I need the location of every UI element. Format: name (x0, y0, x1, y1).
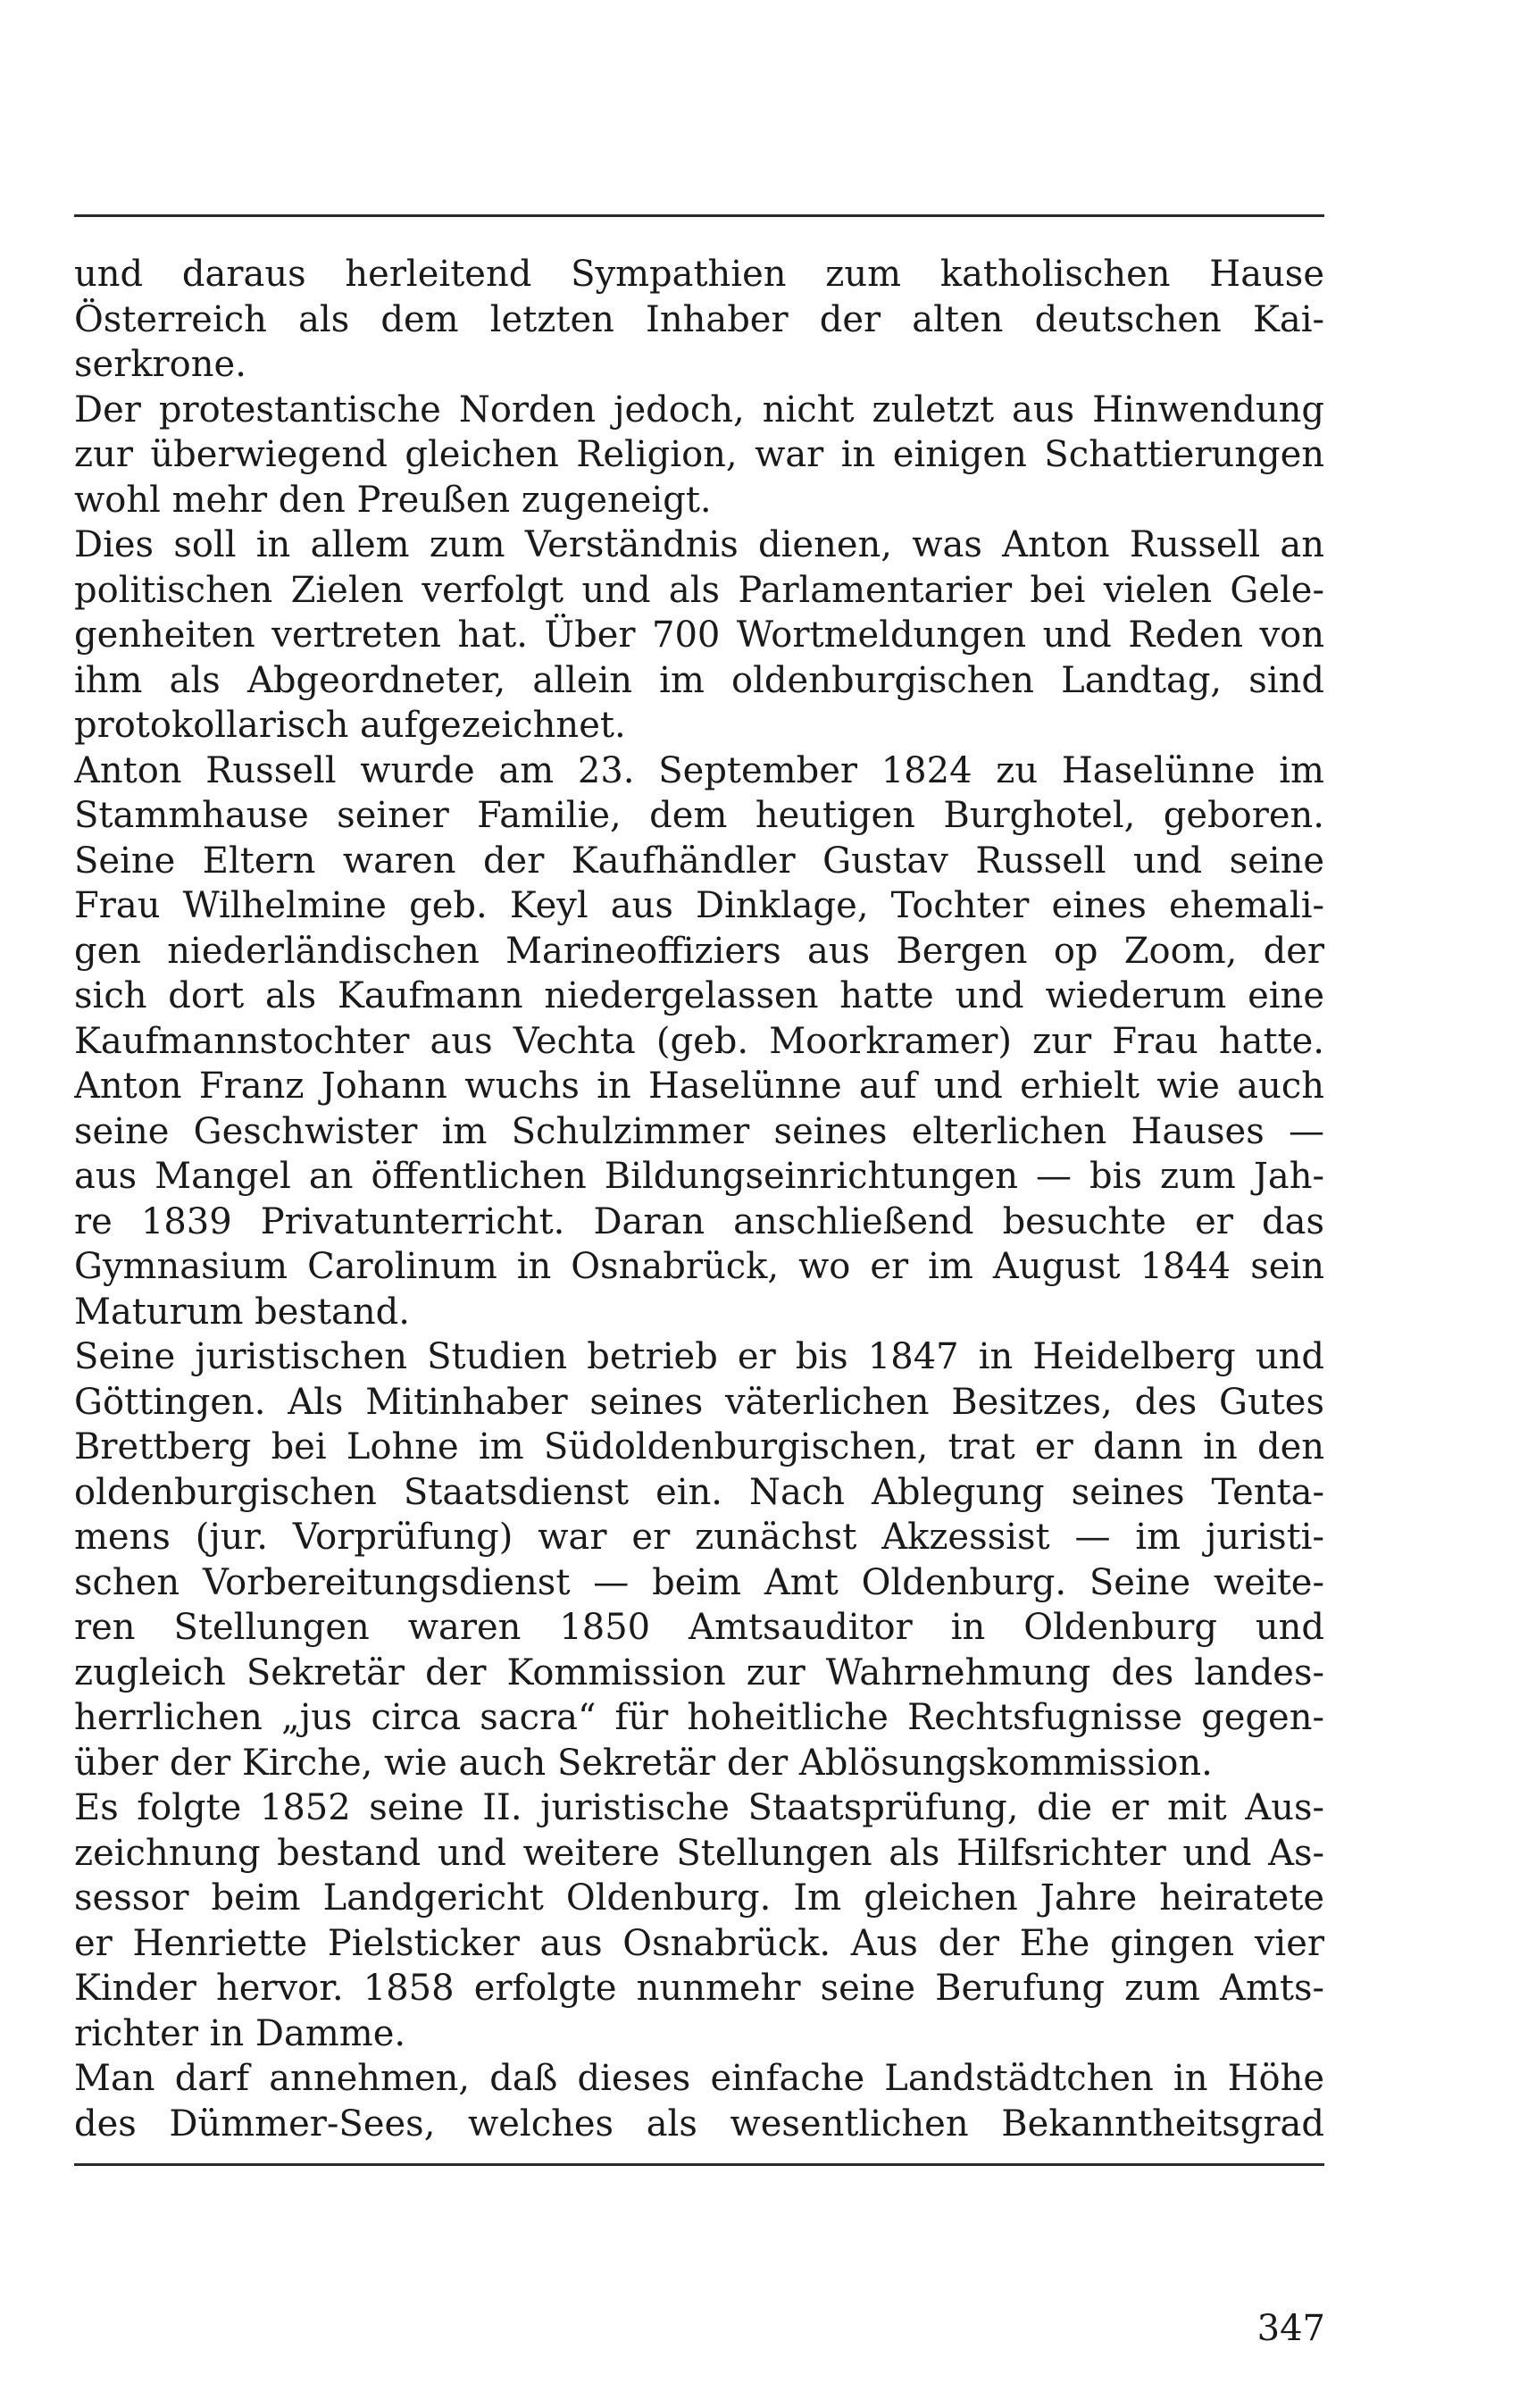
text-line: zur überwiegend gleichen Religion, war in einigen Schattierungen (74, 434, 1324, 475)
text-line: Dies soll in allem zum Verständnis dienen, was Anton Russell an (74, 524, 1324, 565)
text-line: Der protestantische Norden jedoch, nicht zuletzt aus Hinwendung (74, 389, 1324, 431)
text-line: Brettberg bei Lohne im Südoldenburgischen, trat er dann in den (74, 1426, 1324, 1467)
text-line: oldenburgischen Staatsdienst ein. Nach Ablegung seines Tenta- (74, 1471, 1324, 1513)
text-line: Göttingen. Als Mitinhaber seines väterlichen Besitzes, des Gutes (74, 1381, 1324, 1423)
text-line: genheiten vertreten hat. Über 700 Wortmeldungen und Reden von (74, 615, 1324, 656)
text-line: Gymnasium Carolinum in Osnabrück, wo er im August 1844 sein (74, 1246, 1324, 1287)
text-line: protokollarisch aufgezeichnet. (74, 705, 626, 746)
text-line: Kinder hervor. 1858 erfolgte nunmehr seine Berufung zum Amts- (74, 1968, 1324, 2009)
text-line: er Henriette Pielsticker aus Osnabrück. Aus der Ehe gingen vier (74, 1922, 1324, 1964)
text-line: Es folgte 1852 seine II. juristische Staatsprüfung, die er mit Aus- (74, 1787, 1324, 1828)
text-line: und daraus herleitend Sympathien zum katholischen Hause (74, 254, 1324, 295)
text-line: seine Geschwister im Schulzimmer seines elterlichen Hauses — (74, 1110, 1324, 1152)
text-line: Österreich als dem letzten Inhaber der alten deutschen Kai- (74, 298, 1324, 340)
text-line: ren Stellungen waren 1850 Amtsauditor in Oldenburg und (74, 1607, 1324, 1648)
text-line: Anton Russell wurde am 23. September 1824 zu Haselünne im (74, 749, 1324, 791)
bottom-rule (74, 2163, 1324, 2166)
text-line: sessor beim Landgericht Oldenburg. Im gleichen Jahre heiratete (74, 1877, 1324, 1919)
text-line: Man darf annehmen, daß dieses einfache Landstädtchen in Höhe (74, 2058, 1324, 2099)
text-line: über der Kirche, wie auch Sekretär der Ablösungskommission. (74, 1742, 1213, 1784)
text-line: herrlichen „jus circa sacra“ für hoheitliche Rechtsfugnisse gegen- (74, 1697, 1324, 1738)
text-line: Seine Eltern waren der Kaufhändler Gustav Russell und seine (74, 840, 1324, 882)
top-rule (74, 214, 1324, 217)
text-line: zugleich Sekretär der Kommission zur Wahrnehmung des landes- (74, 1651, 1324, 1693)
text-line: gen niederländischen Marineoffiziers aus Bergen op Zoom, der (74, 930, 1324, 972)
text-line: Anton Franz Johann wuchs in Haselünne auf und erhielt wie auch (74, 1066, 1324, 1107)
text-line: Kaufmannstochter aus Vechta (geb. Moorkramer) zur Frau hatte. (74, 1020, 1324, 1062)
text-line: zeichnung bestand und weitere Stellungen als Hilfsrichter und As- (74, 1832, 1324, 1874)
text-line: wohl mehr den Preußen zugeneigt. (74, 479, 712, 521)
text-line: schen Vorbereitungsdienst — beim Amt Oldenburg. Seine weite- (74, 1561, 1324, 1603)
body-text (74, 252, 1324, 2146)
page-number: 347 (1256, 2308, 1325, 2349)
text-line: ihm als Abgeordneter, allein im oldenburgischen Landtag, sind (74, 659, 1324, 701)
text-line: re 1839 Privatunterricht. Daran anschließend besuchte er das (74, 1200, 1324, 1242)
text-line: aus Mangel an öffentlichen Bildungseinrichtungen — bis zum Jah- (74, 1156, 1324, 1197)
text-line: sich dort als Kaufmann niedergelassen hatte und wiederum eine (74, 975, 1324, 1016)
text-line: mens (jur. Vorprüfung) war er zunächst Akzessist — im juristi- (74, 1517, 1324, 1558)
text-line: politischen Zielen verfolgt und als Parlamentarier bei vielen Gele- (74, 569, 1324, 611)
text-line: Seine juristischen Studien betrieb er bis 1847 in Heidelberg und (74, 1336, 1324, 1377)
text-line: Maturum bestand. (74, 1291, 410, 1333)
text-line: richter in Damme. (74, 2012, 406, 2054)
text-line: des Dümmer-Sees, welches als wesentlichen Bekanntheitsgrad (74, 2103, 1324, 2145)
text-line: Frau Wilhelmine geb. Keyl aus Dinklage, Tochter eines ehemali- (74, 885, 1324, 926)
text-line: serkrone. (74, 344, 246, 385)
text-line: Stammhause seiner Familie, dem heutigen Burghotel, geboren. (74, 795, 1324, 836)
